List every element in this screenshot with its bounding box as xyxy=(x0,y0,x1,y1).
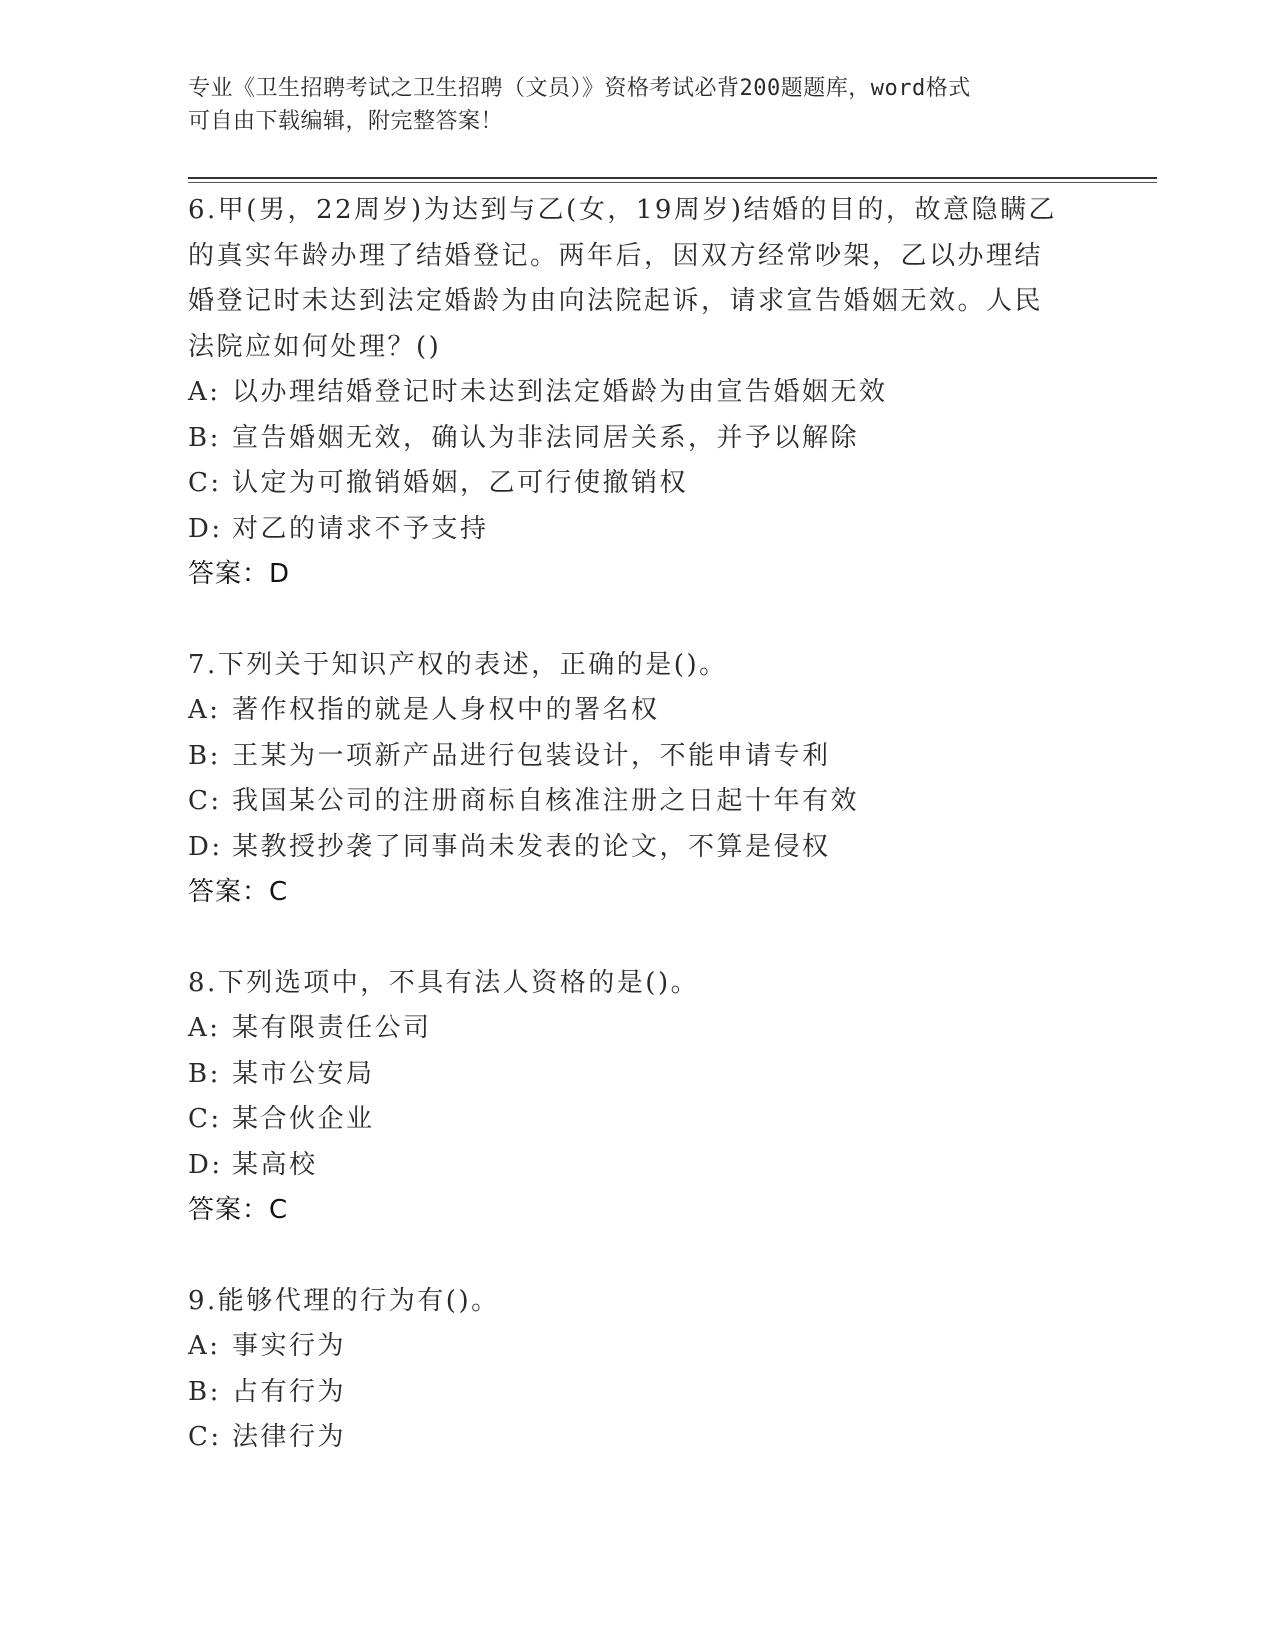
option-text: 某教授抄袭了同事尚未发表的论文，不算是侵权 xyxy=(232,831,831,862)
option-c xyxy=(188,779,1088,825)
question-text: 6.甲(男，22周岁)为达到与乙(女，19周岁)结婚的目的，故意隐瞒乙的真实年龄办理了结婚登记。两年后，因双方经常吵架，乙以办理结婚登记时未达到法定婚龄为由向法院起诉，请求宣告婚姻无效。人民法院应如何处理？() xyxy=(188,195,1058,362)
option-letter: D: xyxy=(188,1149,223,1180)
option-text: 某合伙企业 xyxy=(232,1104,375,1134)
option-b xyxy=(188,734,1088,780)
document-header xyxy=(188,72,1068,138)
option-letter: B: xyxy=(188,422,221,453)
option-text: 对乙的请求不予支持 xyxy=(232,513,489,544)
option-c xyxy=(188,1097,1088,1143)
question-spacer xyxy=(188,1234,1088,1279)
option-d xyxy=(188,507,1088,553)
option-text: 某市公安局 xyxy=(232,1058,375,1089)
question-8 xyxy=(188,961,1088,1234)
option-text: 王某为一项新产品进行包装设计，不能申请专利 xyxy=(232,740,831,771)
option-letter: A: xyxy=(188,1013,221,1043)
option-text: 某高校 xyxy=(232,1149,318,1180)
option-letter: D: xyxy=(188,513,223,544)
option-text: 认定为可撤销婚姻，乙可行使撤销权 xyxy=(232,468,689,498)
question-list xyxy=(188,188,1088,1461)
option-text: 宣告婚姻无效，确认为非法同居关系，并予以解除 xyxy=(232,422,860,453)
question-6 xyxy=(188,188,1088,598)
header-title-line-1: 专业《卫生招聘考试之卫生招聘（文员）》资格考试必背200题题库，word格式 xyxy=(188,76,971,101)
option-letter: B: xyxy=(188,740,221,771)
option-letter: C: xyxy=(188,1422,222,1452)
option-text: 法律行为 xyxy=(232,1422,347,1452)
question-spacer xyxy=(188,598,1088,643)
question-9 xyxy=(188,1279,1088,1461)
question-7 xyxy=(188,643,1088,916)
option-text: 事实行为 xyxy=(232,1331,347,1361)
option-letter: C: xyxy=(188,468,222,498)
option-letter: D: xyxy=(188,831,223,862)
question-text: 8.下列选项中，不具有法人资格的是()。 xyxy=(188,967,700,998)
option-letter: C: xyxy=(188,1104,222,1134)
option-text: 某有限责任公司 xyxy=(232,1013,432,1043)
option-letter: A: xyxy=(188,1331,221,1361)
option-text: 占有行为 xyxy=(232,1376,347,1407)
answer-line: 答案：C xyxy=(188,1195,289,1225)
option-letter: B: xyxy=(188,1376,221,1407)
option-a xyxy=(188,1324,1088,1370)
option-c xyxy=(188,1415,1088,1461)
question-text: 7.下列关于知识产权的表述，正确的是()。 xyxy=(188,649,728,680)
option-b xyxy=(188,1370,1088,1416)
option-letter: C: xyxy=(188,786,222,816)
header-divider-thick xyxy=(188,177,1157,179)
option-letter: A: xyxy=(188,377,221,407)
header-title-line-2: 可自由下载编辑，附完整答案！ xyxy=(188,109,504,134)
option-text: 著作权指的就是人身权中的署名权 xyxy=(232,695,660,725)
option-b xyxy=(188,1052,1088,1098)
option-letter: B: xyxy=(188,1058,221,1089)
header-divider-thin xyxy=(188,182,1157,183)
answer-line: 答案：D xyxy=(188,559,291,589)
option-text: 以办理结婚登记时未达到法定婚龄为由宣告婚姻无效 xyxy=(232,377,888,407)
option-a xyxy=(188,1006,1088,1052)
option-a xyxy=(188,370,1088,416)
option-a xyxy=(188,688,1088,734)
option-text: 我国某公司的注册商标自核准注册之日起十年有效 xyxy=(232,786,860,816)
option-d xyxy=(188,825,1088,871)
option-letter: A: xyxy=(188,695,221,725)
answer-line: 答案：C xyxy=(188,877,289,907)
option-c xyxy=(188,461,1088,507)
question-spacer xyxy=(188,916,1088,961)
question-text: 9.能够代理的行为有()。 xyxy=(188,1285,500,1316)
option-d xyxy=(188,1143,1088,1189)
option-b xyxy=(188,416,1088,462)
